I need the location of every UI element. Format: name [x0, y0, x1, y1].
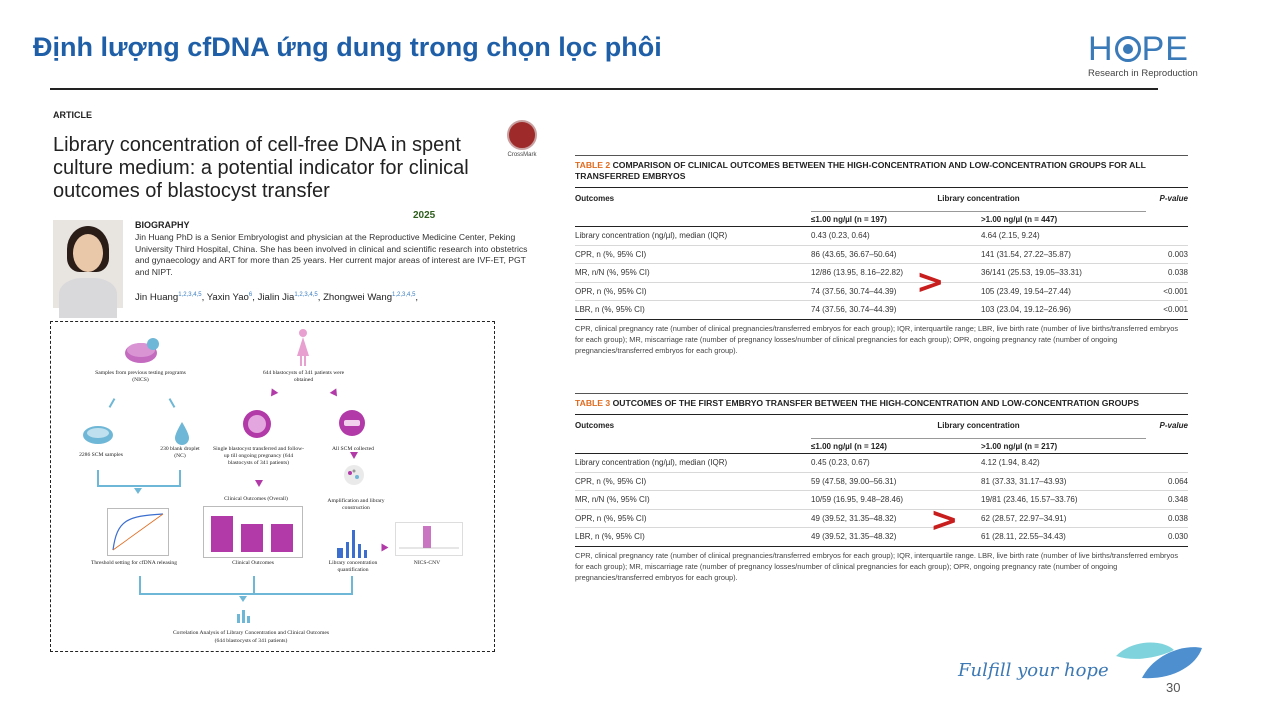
row-label: OPR, n (%, 95% CI) [575, 286, 647, 296]
logo-eye-icon [1115, 36, 1141, 62]
col-p-value: P-value [1159, 193, 1188, 203]
footer-tagline: Fulfill your hope [958, 660, 1109, 681]
row-label: LBR, n (%, 95% CI) [575, 532, 645, 542]
scm-collection-icon [337, 408, 367, 438]
col-outcomes: Outcomes [575, 420, 615, 430]
patient-icon [295, 328, 311, 368]
table-2-caption: COMPARISON OF CLINICAL OUTCOMES BETWEEN THE HIGH-CONCENTRATION AND LOW-CONCENTRATION GROUPS FOR ALL TRANSFERRED EMBRYOS [575, 160, 1146, 181]
threshold-label: Threshold setting for cfDNA releasing [90, 560, 178, 566]
clinical-outcomes-label: Clinical Outcomes [232, 560, 274, 566]
cell-p: <0.001 [1163, 286, 1188, 296]
nics-cnv-thumbnail [395, 522, 463, 556]
col-low-concentration: ≤1.00 ng/µl (n = 197) [811, 211, 981, 224]
author-affiliation: 1,2,3,4,5 [294, 292, 318, 298]
crossmark-label: CrossMark [507, 152, 537, 158]
author-name: Zhongwei Wang [323, 292, 393, 304]
logo-letters: PE [1141, 30, 1189, 68]
table-3-tag: TABLE 3 [575, 398, 611, 408]
cell-low: 0.43 (0.23, 0.64) [811, 231, 870, 241]
patients-label: 644 blastocysts of 341 patients were obtained [262, 370, 345, 383]
author-list: Jin Huang$^{1,2,3,4,5}$, Yaxin Yao$^6$, Jialin Jia$^{1,2,3,4,5}$, Zhongwei Wang$^{1,2,3,4,5}$, [135, 292, 419, 304]
table-3 [575, 393, 1188, 582]
table-row [575, 510, 1188, 529]
all-scm-label: All SCM collected [332, 446, 374, 452]
row-label: CPR, n (%, 95% CI) [575, 249, 647, 259]
author-name: Yaxin Yao [206, 292, 249, 304]
publication-year: 2025 [413, 210, 436, 221]
library-quant-label: Library concentration quantification [328, 560, 378, 573]
article-title: Library concentration of cell-free DNA in spent culture medium: a potential indicator for clinical outcomes of blastocyst transfer [53, 134, 469, 202]
cell-high: 81 (37.33, 31.17–43.93) [981, 476, 1067, 486]
table-2-title [575, 156, 1188, 182]
threshold-chart-thumbnail [107, 508, 169, 556]
cell-low: 49 (39.52, 31.35–48.32) [811, 513, 897, 523]
table-3-title [575, 394, 1188, 409]
col-library-concentration: Library concentration [937, 193, 1020, 203]
author-affiliation: 6 [248, 292, 253, 298]
cell-low: 74 (37.56, 30.74–44.39) [811, 305, 897, 315]
row-label: Library concentration (ng/µl), median (IQR) [575, 231, 728, 241]
cell-high: 19/81 (23.46, 15.57–33.76) [981, 495, 1078, 505]
correlation-label: Correlation Analysis of Library Concentration and Clinical Outcomes [172, 630, 330, 636]
single-blastocyst-label: Single blastocyst transferred and follow-up till ongoing pregnancy (644 blastocysts of 341 patients) [212, 446, 305, 466]
table-row [575, 491, 1188, 510]
author-affiliation: 1,2,3,4,5 [178, 292, 202, 298]
cell-low: 74 (37.56, 30.74–44.39) [811, 286, 897, 296]
table-3-footnote: CPR, clinical pregnancy rate (number of clinical pregnancies/transferred embryos for each group); IQR, interquartile range. LBR, live birth rate (number of live births/transferred embryos for each group); MR, miscarriage rate (number of pregnancy losses/number of clinical pregnancies for each group); OPR, ongoing pregnancy rate (number of ongoing pregnancies/transferred embryos for each group). [575, 550, 1179, 582]
row-label: Library concentration (ng/µl), median (IQR) [575, 458, 728, 468]
col-p-value: P-value [1159, 420, 1188, 430]
blank-droplet-label: 230 blank droplet (NC) [160, 446, 200, 459]
cell-p: 0.030 [1167, 532, 1188, 542]
author-name: Jialin Jia [257, 292, 295, 304]
table-2-footnote: CPR, clinical pregnancy rate (number of clinical pregnancies/transferred embryos for each group); IQR, interquartile range; LBR, live birth rate (number of live births/transferred embryos for each group); MR, miscarriage rate (number of pregnancy losses/number of clinical pregnancies for each group); OPR, ongoing pregnancy rate (number of ongoing pregnancies/transferred embryos for each group). [575, 323, 1179, 355]
cell-p: <0.001 [1163, 305, 1188, 315]
col-high-concentration: >1.00 ng/µl (n = 447) [981, 211, 1146, 224]
cell-p: 0.348 [1167, 495, 1188, 505]
row-label: OPR, n (%, 95% CI) [575, 513, 647, 523]
culture-dish-icon [123, 336, 163, 366]
table-row [575, 528, 1188, 547]
cell-p: 0.038 [1167, 513, 1188, 523]
library-quant-chart-thumbnail [333, 520, 373, 560]
cell-p: 0.038 [1167, 268, 1188, 278]
cell-low: 12/86 (13.95, 8.16–22.82) [811, 268, 904, 278]
col-high-concentration: >1.00 ng/µl (n = 217) [981, 438, 1146, 451]
table-row [575, 301, 1188, 320]
table-row [575, 283, 1188, 302]
samples-label: Samples from previous testing programs (NICS) [95, 370, 186, 383]
cell-low: 10/59 (16.95, 9.48–28.46) [811, 495, 904, 505]
comparison-mark: > [916, 262, 945, 302]
cell-high: 105 (23.49, 19.54–27.44) [981, 286, 1071, 296]
amplification-icon [341, 464, 367, 486]
cell-high: 61 (28.11, 22.55–34.43) [981, 532, 1066, 542]
hope-logo [1088, 32, 1213, 84]
cell-low: 49 (39.52, 31.35–48.32) [811, 532, 897, 542]
slide-title: Định lượng cfDNA ứng dung trong chọn lọc phôi [33, 32, 662, 62]
plate-icon [81, 422, 115, 446]
table-row [575, 454, 1188, 473]
biography-heading: BIOGRAPHY [135, 220, 190, 230]
logo-tagline: Research in Reproduction [1088, 68, 1198, 79]
cell-high: 4.64 (2.15, 9.24) [981, 231, 1040, 241]
author-affiliation: 1,2,3,4,5 [392, 292, 416, 298]
table-2-tag: TABLE 2 [575, 160, 611, 170]
col-library-concentration: Library concentration [937, 420, 1020, 430]
table-row [575, 473, 1188, 492]
cell-high: 62 (28.57, 22.97–34.91) [981, 513, 1067, 523]
clinical-overall-title: Clinical Outcomes (Overall) [224, 496, 288, 502]
amplification-label: Amplification and library construction [327, 498, 385, 511]
logo-letter: H [1088, 30, 1114, 68]
title-divider [50, 88, 1158, 90]
crossmark-icon [507, 120, 537, 160]
page-number: 30 [1166, 680, 1181, 695]
biography-text: Jin Huang PhD is a Senior Embryologist and physician at the Reproductive Medicine Center, Peking University Third Hospital, China. She has been involved in clinical and scientific research into obstetrics and gynaecology and ART for more than 25 years. Her current major areas of interest are IVF-ET, PGT and NIPT. [135, 232, 528, 277]
cell-low: 59 (47.58, 39.00–56.31) [811, 476, 897, 486]
analysis-chart-icon [235, 608, 253, 624]
author-name: Jin Huang [135, 292, 179, 304]
blastocyst-icon [241, 408, 273, 440]
cell-low: 86 (43.65, 36.67–50.64) [811, 249, 897, 259]
cell-p: 0.064 [1167, 476, 1188, 486]
author-photo [53, 220, 123, 308]
article-excerpt [50, 98, 545, 310]
row-label: CPR, n (%, 95% CI) [575, 476, 647, 486]
table-row [575, 264, 1188, 283]
leaf-decoration-icon [1114, 636, 1204, 682]
cell-p: 0.003 [1167, 249, 1188, 259]
nics-cnv-label: NICS-CNV [413, 560, 441, 566]
table-3-caption: OUTCOMES OF THE FIRST EMBRYO TRANSFER BETWEEN THE HIGH-CONCENTRATION AND LOW-CONCENTRATION GROUPS [612, 398, 1139, 408]
table-row [575, 227, 1188, 246]
cell-high: 103 (23.04, 19.12–26.96) [981, 305, 1071, 315]
row-label: LBR, n (%, 95% CI) [575, 305, 645, 315]
row-label: MR, n/N (%, 95% CI) [575, 495, 650, 505]
study-flow-diagram [50, 321, 495, 652]
col-low-concentration: ≤1.00 ng/µl (n = 124) [811, 438, 981, 451]
cell-high: 36/141 (25.53, 19.05–33.31) [981, 268, 1082, 278]
cell-high: 141 (31.54, 27.22–35.87) [981, 249, 1071, 259]
clinical-outcomes-chart-thumbnail [203, 506, 303, 558]
table-row [575, 246, 1188, 265]
table-2 [575, 155, 1188, 356]
comparison-mark: > [930, 500, 959, 540]
col-outcomes: Outcomes [575, 193, 615, 203]
scm-samples-label: 2286 SCM samples [79, 452, 123, 458]
cell-low: 0.45 (0.23, 0.67) [811, 458, 870, 468]
article-label: ARTICLE [53, 110, 92, 120]
row-label: MR, n/N (%, 95% CI) [575, 268, 650, 278]
droplet-icon [173, 420, 191, 446]
cell-high: 4.12 (1.94, 8.42) [981, 458, 1040, 468]
correlation-sublabel: (644 blastocysts of 341 patients) [214, 638, 288, 644]
